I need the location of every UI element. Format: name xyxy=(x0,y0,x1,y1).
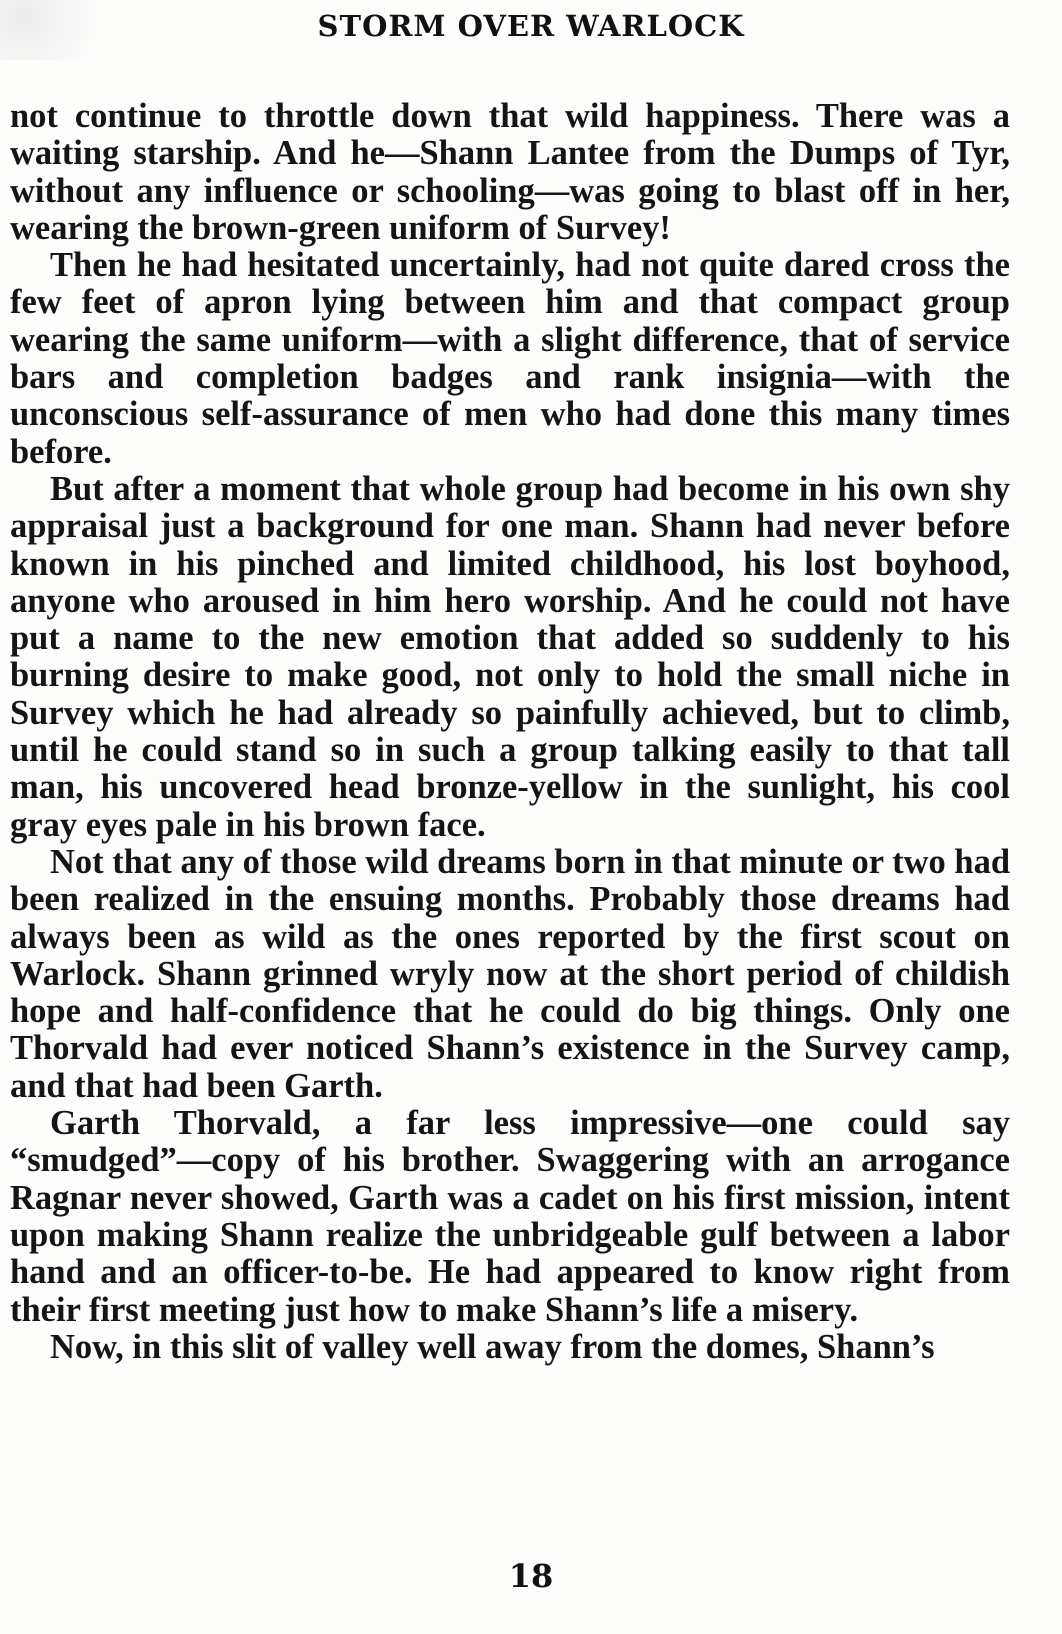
paragraph: But after a moment that whole group had become in his own shy appraisal just a background for one man. Shann had never before known in his pinched and limited childhood, his lost boyhood, anyone who aroused in him hero worship. And he could not have put a name to the new emotion that added so suddenly to his burning desire to make good, not only to hold the small niche in Survey which he had already so painfully achieved, but to climb, until he could stand so in such a group talking easily to that tall man, his uncovered head bronze-yellow in the sunlight, his cool gray eyes pale in his brown face. xyxy=(10,469,1010,844)
paragraph-continuation: not continue to throttle down that wild happiness. There was a waiting starship. And he—Shann Lantee from the Dumps of Tyr, without any influence or schooling—was going to blast off in her, wearing the brown-green uniform of Survey! xyxy=(10,97,1010,247)
paragraph: Now, in this slit of valley well away from the domes, Shann’s xyxy=(50,1327,935,1366)
running-head: STORM OVER WARLOCK xyxy=(317,9,745,43)
body-text xyxy=(10,98,1010,1366)
paragraph: Then he had hesitated uncertainly, had not quite dared cross the few feet of apron lying between him and that compact group wearing the same uniform—with a slight difference, that of service bars and completion badges and rank insignia—with the unconscious self-assurance of men who had done this many times before. xyxy=(10,246,1010,471)
page-number: 18 xyxy=(508,1557,554,1595)
paragraph: Not that any of those wild dreams born in that minute or two had been realized in the ensuing months. Probably those dreams had always been as wild as the ones reported by the first scout on Warlock. Shann grinned wryly now at the short period of childish hope and half-confidence that he could do big things. Only one Thorvald had ever noticed Shann’s existence in the Survey camp, and that had been Garth. xyxy=(10,842,1011,1105)
paragraph: Garth Thorvald, a far less impressive—one could say “smudged”—copy of his brother. Swaggering with an arrogance Ragnar never showed, Garth was a cadet on his first mission, intent upon making Shann realize the unbridgeable gulf between a labor hand and an officer-to-be. He had appeared to know right from their first meeting just how to make Shann’s life a misery. xyxy=(10,1104,1010,1329)
